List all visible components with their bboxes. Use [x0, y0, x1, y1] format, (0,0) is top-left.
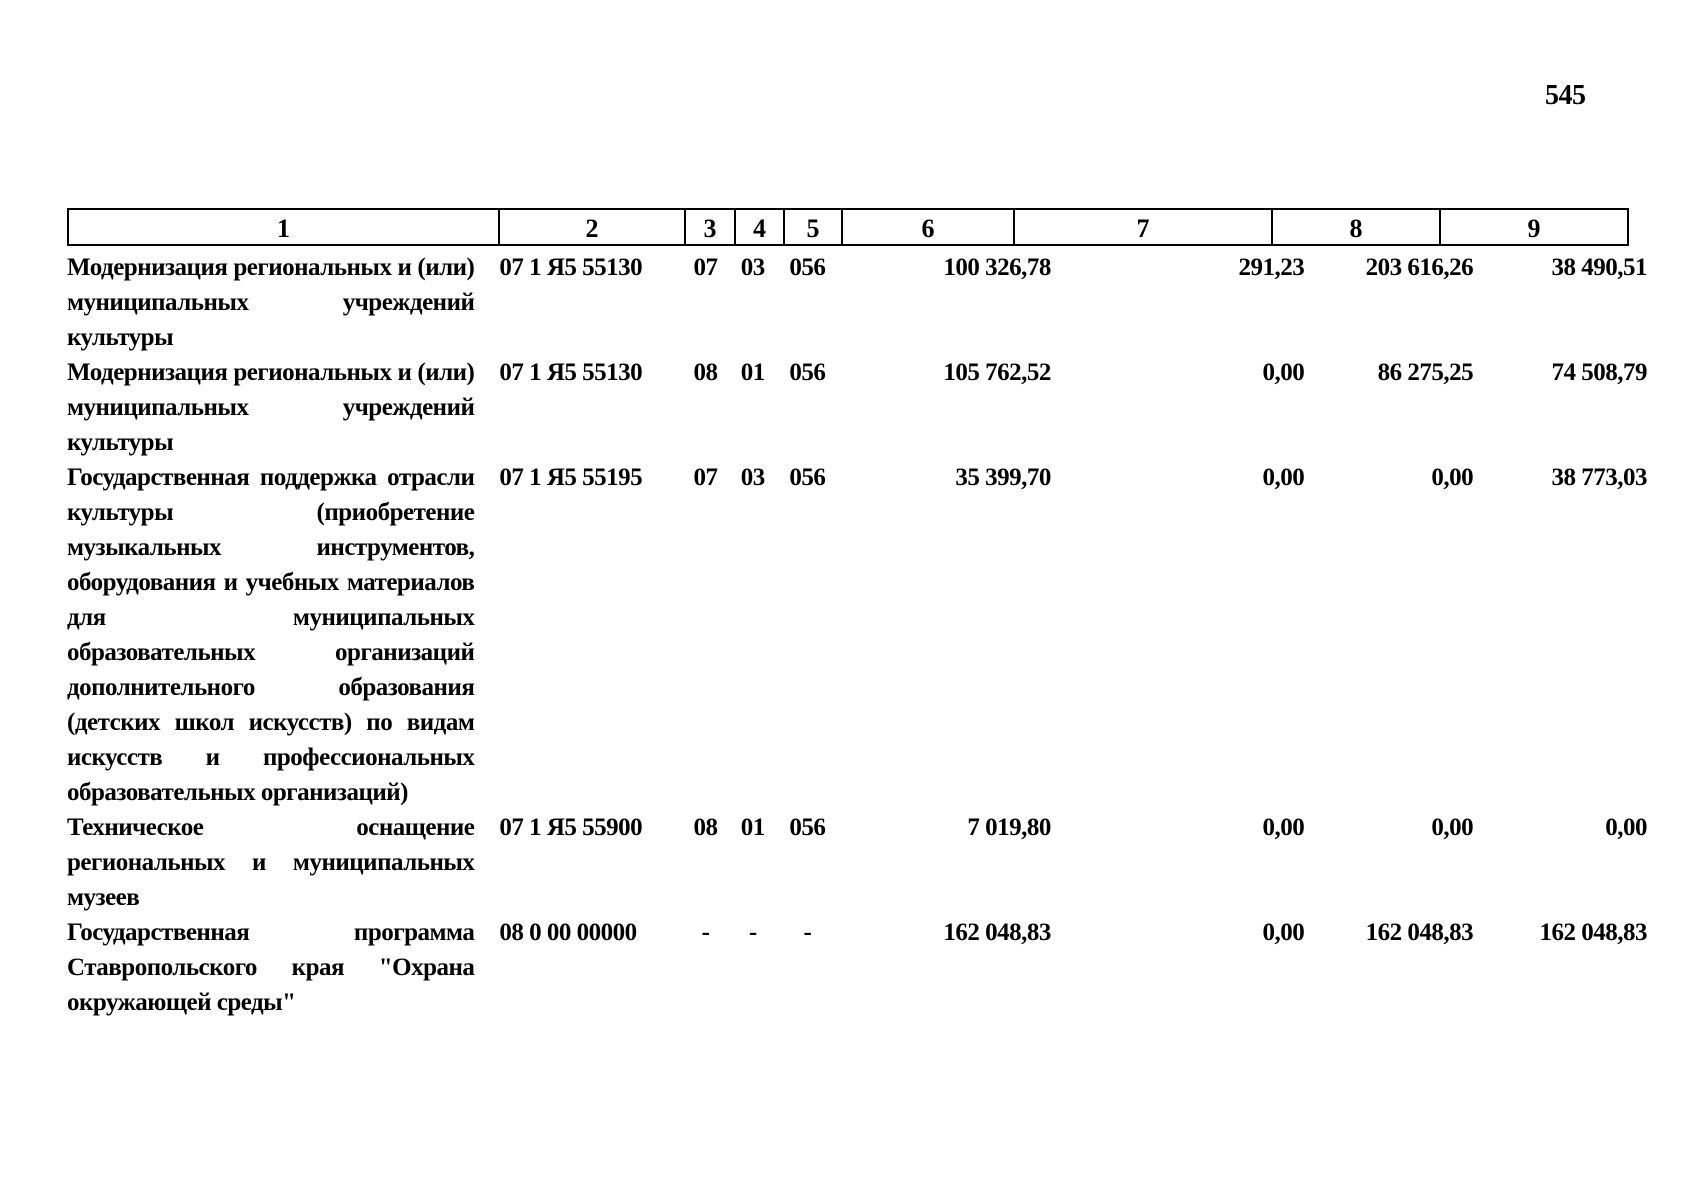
row-col-7: 0,00	[1262, 359, 1305, 386]
row-col-3: 08	[693, 359, 718, 386]
row-name: Государственная поддержка отрасли культуры (приобретение музыкальных инструментов, оборудования и учебных материалов для муниципальных образовательных организаций дополнительного образования (детских школ искусств) по видам искусств и профессиональных образовательных организаций)	[67, 464, 475, 806]
row-code: 07 1 Я5 55900	[499, 814, 643, 841]
header-col-4: 4	[735, 209, 784, 245]
row-col-9: 0,00	[1605, 814, 1647, 841]
row-col-4: 03	[740, 254, 765, 281]
header-col-6: 6	[842, 209, 1014, 245]
row-code: 08 0 00 00000	[499, 919, 637, 946]
row-col-8: 162 048,83	[1365, 919, 1474, 946]
table-row	[67, 915, 1647, 1020]
header-col-9: 9	[1440, 209, 1628, 245]
page-number: 545	[1545, 80, 1586, 111]
row-col-5: 056	[789, 814, 826, 841]
row-col-4: 03	[740, 464, 765, 491]
row-col-9: 38 490,51	[1551, 254, 1647, 281]
row-col-8: 0,00	[1431, 814, 1474, 841]
table-body	[67, 250, 1647, 1020]
table-row	[67, 460, 1647, 810]
row-col-4: 01	[740, 359, 765, 386]
row-col-6: 105 762,52	[943, 359, 1051, 386]
row-name: Модернизация региональных и (или) муниципальных учреждений культуры	[67, 254, 475, 351]
table-header	[67, 208, 1629, 246]
row-name: Государственная программа Ставропольского края "Охрана окружающей среды"	[67, 919, 475, 1016]
row-code: 07 1 Я5 55195	[499, 464, 643, 491]
row-col-9: 162 048,83	[1539, 919, 1647, 946]
header-col-5: 5	[784, 209, 842, 245]
row-col-5: 056	[789, 254, 826, 281]
row-name: Модернизация региональных и (или) муниципальных учреждений культуры	[67, 359, 475, 456]
row-col-9: 74 508,79	[1551, 359, 1647, 386]
row-col-6: 100 326,78	[943, 254, 1051, 281]
row-col-4: 01	[740, 814, 765, 841]
header-col-3: 3	[685, 209, 735, 245]
row-col-6: 162 048,83	[943, 919, 1051, 946]
row-col-7: 291,23	[1238, 254, 1305, 281]
table-row	[67, 355, 1647, 460]
row-col-7: 0,00	[1262, 464, 1305, 491]
row-col-3: 07	[693, 464, 718, 491]
row-code: 07 1 Я5 55130	[499, 359, 643, 386]
row-col-9: 38 773,03	[1551, 464, 1647, 491]
row-col-4: -	[748, 919, 757, 946]
row-col-8: 203 616,26	[1365, 254, 1474, 281]
row-col-3: -	[701, 919, 710, 946]
table-row	[67, 250, 1647, 355]
header-col-2: 2	[499, 209, 685, 245]
row-col-8: 0,00	[1431, 464, 1474, 491]
row-col-6: 7 019,80	[967, 814, 1051, 841]
row-col-5: 056	[789, 359, 826, 386]
row-code: 07 1 Я5 55130	[499, 254, 643, 281]
row-name: Техническое оснащение региональных и муниципальных музеев	[67, 814, 475, 911]
header-col-8: 8	[1272, 209, 1440, 245]
header-col-7: 7	[1014, 209, 1272, 245]
row-col-8: 86 275,25	[1377, 359, 1474, 386]
row-col-5: 056	[789, 464, 826, 491]
table-row	[67, 810, 1647, 915]
row-col-7: 0,00	[1262, 814, 1305, 841]
row-col-7: 0,00	[1262, 919, 1305, 946]
row-col-5: -	[803, 919, 812, 946]
header-col-1: 1	[68, 209, 499, 245]
row-col-6: 35 399,70	[955, 464, 1051, 491]
row-col-3: 08	[693, 814, 718, 841]
row-col-3: 07	[693, 254, 718, 281]
